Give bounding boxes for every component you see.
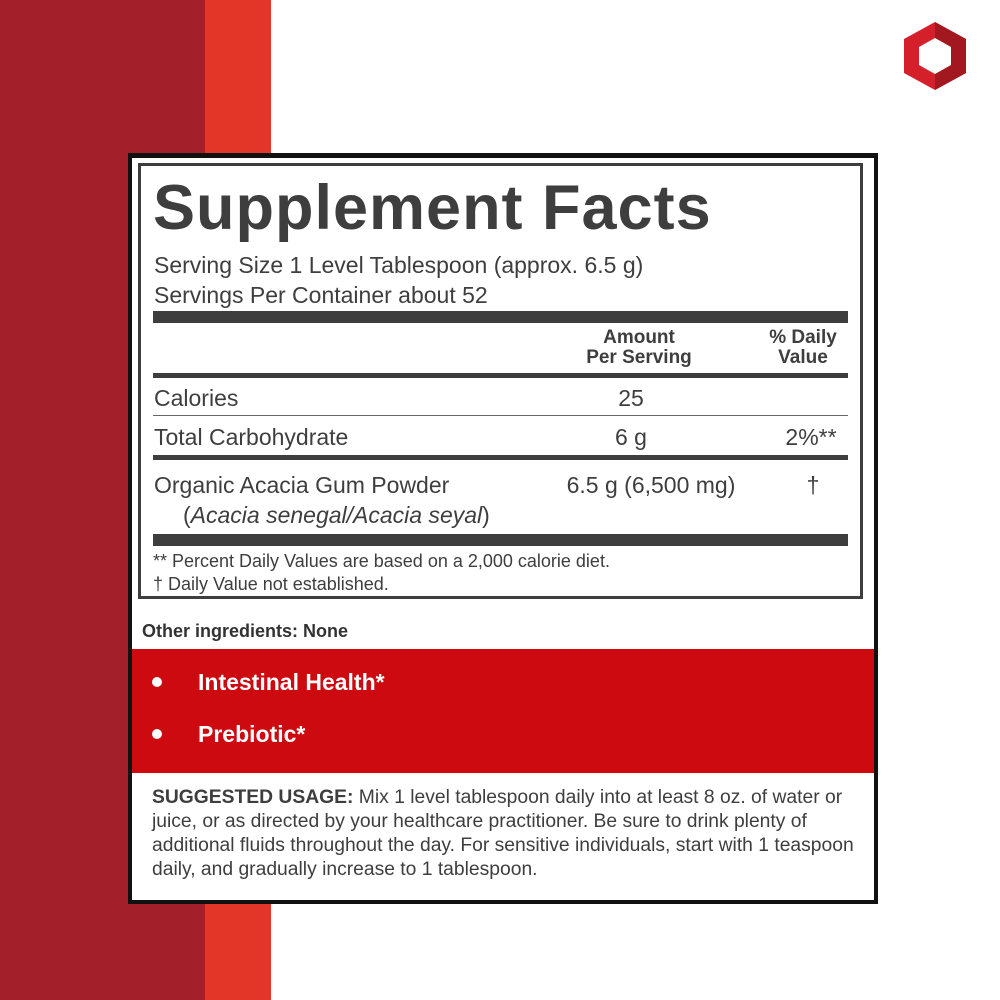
usage-label: SUGGESTED USAGE: (152, 787, 354, 808)
daily-value-header (753, 328, 853, 368)
medium-divider (153, 373, 848, 378)
benefit-label: Intestinal Health* (198, 669, 385, 695)
amount-header-line-2: Per Serving (586, 347, 692, 368)
row-acacia-name: Organic Acacia Gum Powder (154, 472, 450, 498)
servings-per-container: Servings Per Container about 52 (154, 282, 488, 308)
row-calories-amount: 25 (618, 385, 644, 411)
other-ingredients: Other ingredients: None (142, 621, 349, 641)
row-acacia-amount: 6.5 g (6,500 mg) (566, 472, 736, 498)
medium-divider (153, 455, 848, 460)
footnote-percent-dv: ** Percent Daily Values are based on a 2,000 calorie diet. (153, 551, 610, 571)
paren-close: ) (482, 502, 490, 528)
row-calories-name: Calories (154, 385, 239, 411)
usage-text: Mix 1 level tablespoon daily into at least 8 oz. of water or juice, or as directed by your healthcare practitioner. Be sure to drink plenty of additional fluids throughout the day. For sensitive individuals, start with 1 teaspoon daily, and gradually increase to 1 tablespoon. (152, 787, 854, 880)
footnote-dagger: † Daily Value not established. (153, 574, 389, 594)
latin-name: Acacia senegal/Acacia seyal (190, 502, 483, 528)
benefit-item (152, 669, 385, 696)
bullet-icon (152, 729, 162, 739)
amount-header (559, 328, 719, 368)
paren-open: ( (183, 502, 191, 528)
row-carbohydrate-name: Total Carbohydrate (154, 424, 349, 450)
suggested-usage (152, 786, 872, 882)
thick-divider (153, 534, 848, 546)
benefits-banner (132, 649, 874, 773)
row-carbohydrate-dv: 2%** (785, 424, 837, 450)
thin-divider (153, 415, 848, 416)
facts-title: Supplement Facts (153, 173, 712, 243)
row-acacia-dv: † (806, 472, 820, 498)
bullet-icon (152, 677, 162, 687)
supplement-label-card (128, 153, 878, 904)
daily-value-header-line-2: Value (778, 347, 828, 368)
serving-size: Serving Size 1 Level Tablespoon (approx. 6.5 g) (154, 252, 644, 278)
benefit-item (152, 721, 305, 748)
hexagon-logo-icon (900, 20, 970, 92)
row-acacia-latin (183, 502, 490, 529)
supplement-facts-panel (138, 163, 863, 599)
thick-divider (153, 311, 848, 323)
benefit-label: Prebiotic* (198, 721, 306, 747)
row-carbohydrate-amount: 6 g (615, 424, 647, 450)
daily-value-header-line-1: % Daily (769, 327, 837, 348)
amount-header-line-1: Amount (603, 327, 675, 348)
